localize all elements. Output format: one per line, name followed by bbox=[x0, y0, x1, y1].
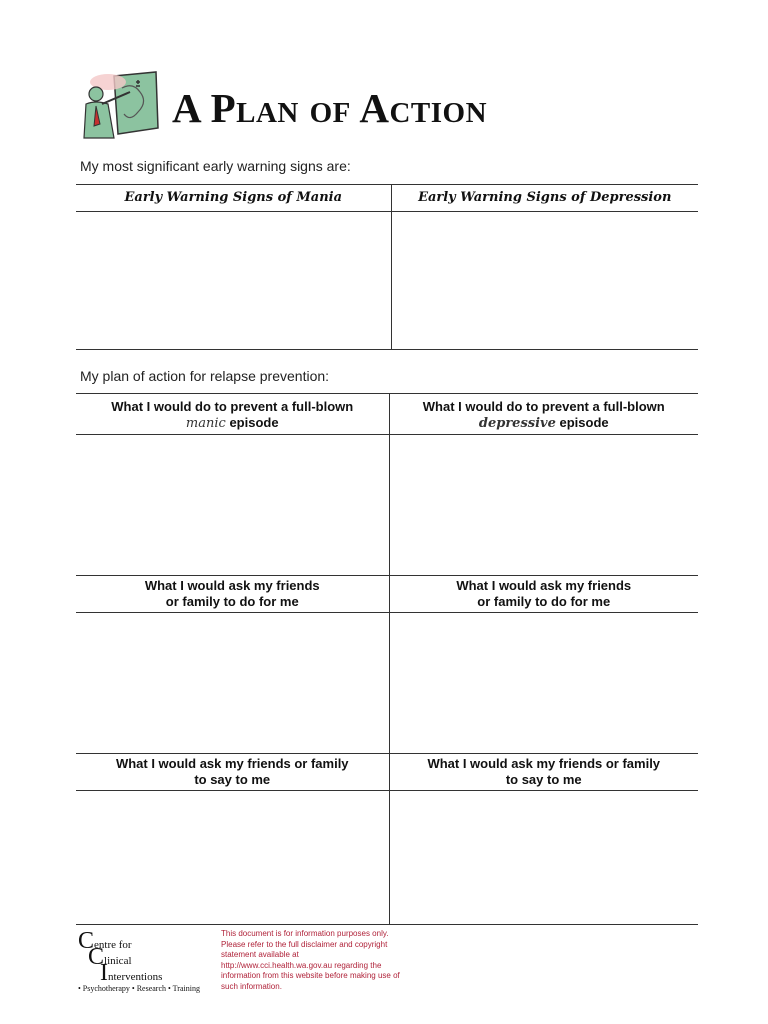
depression-signs-entry[interactable] bbox=[391, 212, 698, 350]
ask-say-entry-left[interactable] bbox=[76, 791, 389, 925]
ask-say-entry-right[interactable] bbox=[389, 791, 698, 925]
cci-logo: Centre for Clinical Interventions • Psychotherapy • Research • Training bbox=[78, 928, 200, 993]
ask-do-entry-left[interactable] bbox=[76, 613, 389, 754]
map-pointer-clipart bbox=[78, 68, 162, 144]
ask-do-header-left: What I would ask my friends or family to do for me bbox=[144, 578, 320, 609]
page-title: A Plan of Action bbox=[172, 85, 488, 131]
warning-signs-table bbox=[76, 184, 698, 350]
action-plan-table bbox=[76, 393, 698, 924]
ask-say-header-left: What I would ask my friends or family to say to me bbox=[115, 756, 349, 787]
ask-say-header-right: What I would ask my friends or family to say to me bbox=[427, 756, 661, 787]
footer-divider bbox=[76, 924, 698, 925]
prevent-manic-header: What I would do to prevent a full-blown manic episode bbox=[111, 399, 354, 431]
mania-signs-entry[interactable] bbox=[76, 212, 391, 350]
depression-signs-header: Early Warning Signs of Depression bbox=[418, 190, 672, 205]
prevent-depressive-header: What I would do to prevent a full-blown depressive episode bbox=[422, 399, 665, 431]
section2-intro: My plan of action for relapse prevention: bbox=[80, 368, 330, 384]
ask-do-entry-right[interactable] bbox=[389, 613, 698, 754]
disclaimer-text: This document is for information purposes only. Please refer to the full disclaimer and copyright statement available at http://www.cci.health.wa.gov.au regarding the information from this website before making use of such information. bbox=[221, 929, 400, 991]
section1-intro: My most significant early warning signs are: bbox=[80, 158, 351, 174]
ask-do-header-right: What I would ask my friends or family to do for me bbox=[456, 578, 632, 609]
prevent-manic-entry[interactable] bbox=[76, 435, 389, 576]
prevent-depressive-entry[interactable] bbox=[389, 435, 698, 576]
logo-tagline: • Psychotherapy • Research • Training bbox=[78, 984, 200, 993]
mania-signs-header: Early Warning Signs of Mania bbox=[124, 190, 343, 205]
